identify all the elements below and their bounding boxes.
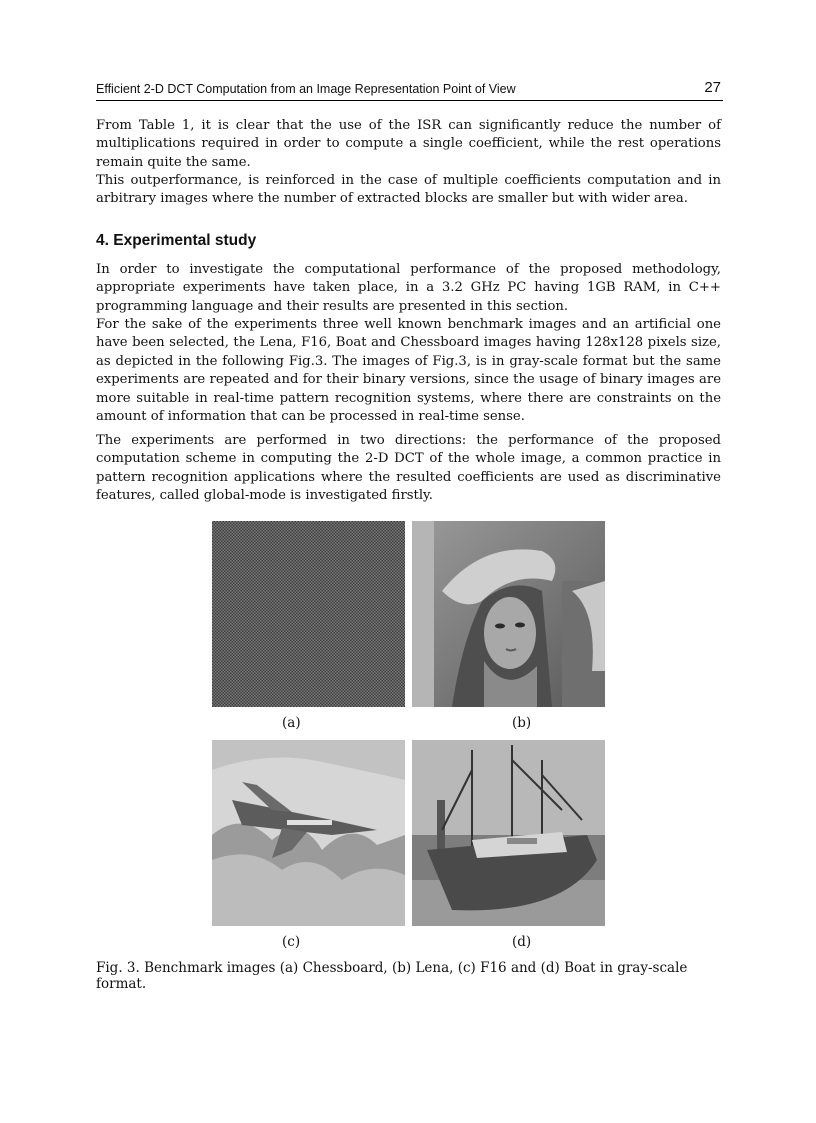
- running-title: Efficient 2-D DCT Computation from an Image Representation Point of View: [96, 82, 516, 96]
- paragraph-benchmark-images: For the sake of the experiments three well known benchmark images and an artificial one have been selected, the Lena, F16, Boat and Chessboard images having 128x128 pixels size, as depicted in the following Fig.3. The images of Fig.3, is in gray-scale format but the same experiments are repeated and for their binary versions, since the usage of binary images are more suitable in real-time pattern recognition systems, where there are constraints on the amount of information that can be processed in real-time sense.: [96, 317, 721, 425]
- paragraph-experiment-setup: In order to investigate the computational performance of the proposed methodology, appropriate experiments have taken place, in a 3.2 GHz PC having 1GB RAM, in C++ programming language and their results are presented in this section.: [96, 262, 721, 314]
- lena-image: [412, 521, 605, 707]
- boat-image: [412, 740, 605, 926]
- label-a: (a): [282, 715, 301, 731]
- page-number: 27: [704, 79, 721, 96]
- paragraph-table-comparison: From Table 1, it is clear that the use of the ISR can significantly reduce the number of multiplications required in order to compute a single coefficient, while the rest operations remain quite the same.: [96, 118, 721, 170]
- running-header: [96, 78, 723, 101]
- label-c: (c): [282, 934, 301, 950]
- figure-caption: Fig. 3. Benchmark images (a) Chessboard, (b) Lena, (c) F16 and (d) Boat in gray-scale format.: [96, 960, 688, 992]
- chessboard-image: [212, 521, 405, 707]
- f16-image: [212, 740, 405, 926]
- paragraph-outperformance: This outperformance, is reinforced in the case of multiple coefficients computation and in arbitrary images where the number of extracted blocks are smaller but with wider area.: [96, 173, 721, 207]
- label-b: (b): [512, 715, 532, 731]
- label-d: (d): [512, 934, 532, 950]
- section-heading: 4. Experimental study: [96, 232, 257, 249]
- paragraph-experiment-directions: The experiments are performed in two directions: the performance of the proposed computation scheme in computing the 2-D DCT of the whole image, a common practice in pattern recognition applications where the resulted coefficients are used as discriminative features, called global-mode is investigated firstly.: [96, 433, 721, 504]
